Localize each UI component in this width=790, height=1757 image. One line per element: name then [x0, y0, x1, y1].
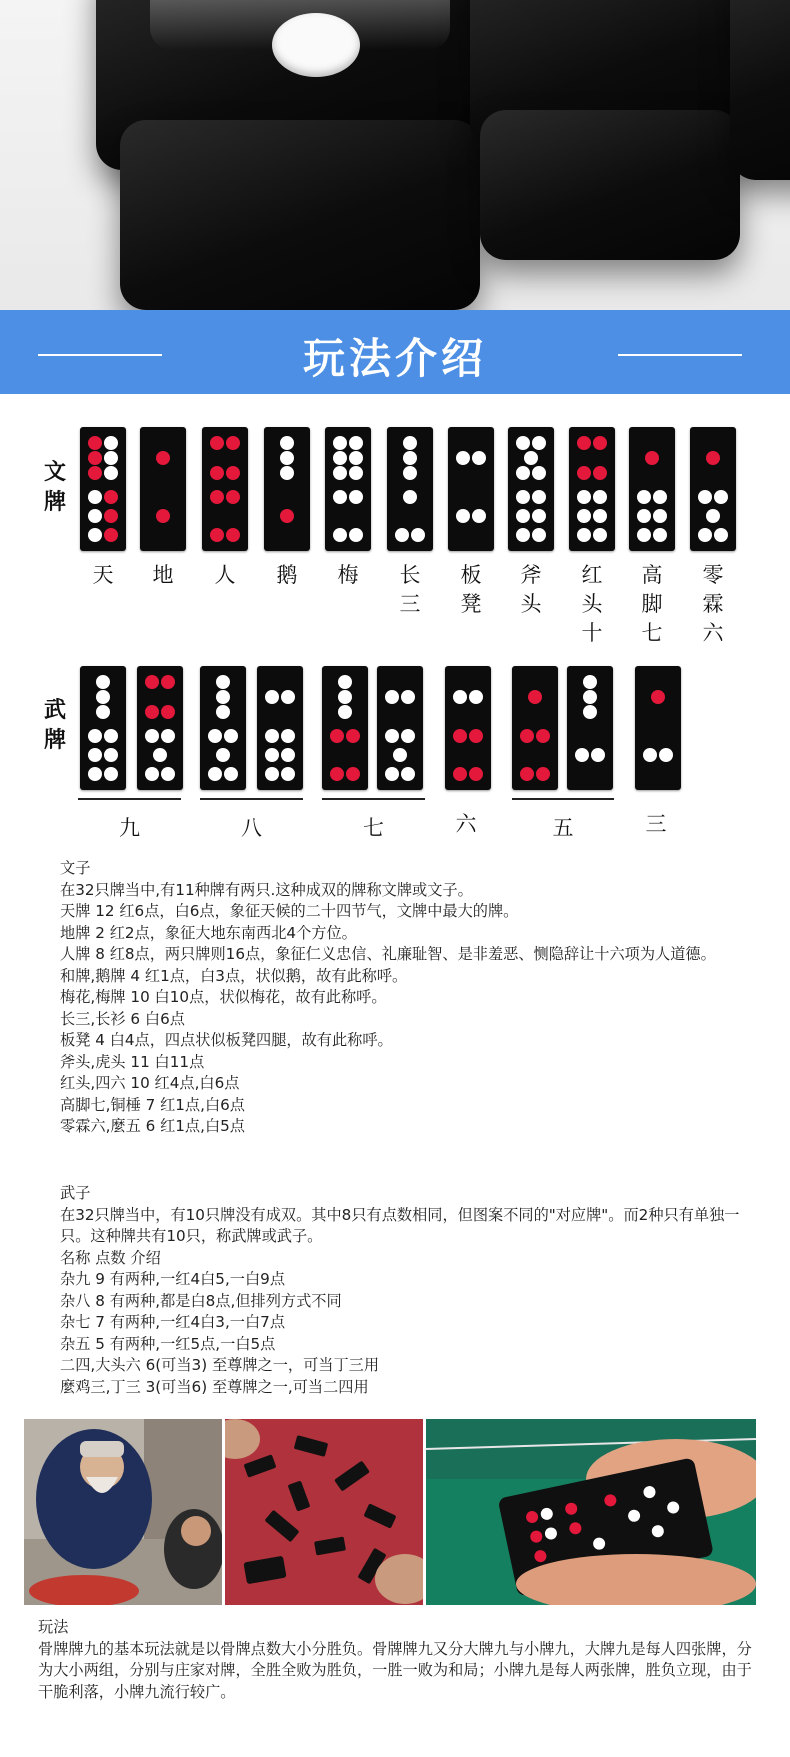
white-pip-icon	[333, 528, 347, 542]
red-pip-icon	[226, 466, 240, 480]
white-pip-icon	[516, 490, 530, 504]
red-pip-icon	[520, 767, 534, 781]
white-pip-icon	[653, 509, 667, 523]
wuzi-line: 在32只牌当中，有10只牌没有成双。其中8只有点数相同，但图案不同的"对应牌"。而2种只有单独一只。这种牌共有10只，称武牌或武子。	[60, 1205, 740, 1245]
white-pip-icon	[637, 490, 651, 504]
wu-group-underline	[512, 798, 614, 800]
wen-tile	[508, 427, 554, 551]
white-pip-icon	[333, 466, 347, 480]
red-pip-icon	[645, 451, 659, 465]
wuzi-line: 二四,大头六 6(可当3) 至尊牌之一，可当丁三用	[60, 1356, 380, 1374]
white-pip-icon	[216, 690, 230, 704]
hero-photo-dominoes	[0, 0, 790, 310]
white-pip-icon	[516, 436, 530, 450]
white-pip-icon	[265, 729, 279, 743]
white-pip-icon	[265, 690, 279, 704]
white-pip-icon	[216, 748, 230, 762]
white-pip-icon	[516, 528, 530, 542]
white-pip-icon	[333, 490, 347, 504]
red-pip-icon	[210, 528, 224, 542]
wuzi-line: 杂八 8 有两种,都是白8点,但排列方式不同	[60, 1291, 342, 1310]
wenzi-line: 斧头,虎头 11 白11点	[60, 1052, 205, 1071]
wuzi-line: 名称 点数 介绍	[60, 1248, 161, 1267]
white-pip-icon	[577, 528, 591, 542]
white-pip-icon	[281, 690, 295, 704]
wen-tile	[387, 427, 433, 551]
wen-tile	[690, 427, 736, 551]
red-pip-icon	[88, 466, 102, 480]
white-pip-icon	[532, 436, 546, 450]
white-pip-icon	[401, 690, 415, 704]
wenzi-line: 零霖六,麼五 6 红1点,白5点	[60, 1117, 245, 1135]
wen-tile-name: 高 脚 七	[641, 563, 663, 645]
wu-tile	[80, 666, 126, 790]
white-pip-icon	[349, 436, 363, 450]
wen-tile-name: 天	[92, 563, 114, 587]
wenzi-line: 地牌 2 红2点，象征大地东南西北4个方位。	[60, 923, 357, 942]
white-pip-icon	[208, 767, 222, 781]
white-pip-icon	[385, 690, 399, 704]
white-pip-icon	[96, 675, 110, 689]
white-pip-icon	[281, 748, 295, 762]
white-pip-icon	[96, 705, 110, 719]
white-pip-icon	[280, 466, 294, 480]
white-pip-icon	[532, 528, 546, 542]
wu-tile	[322, 666, 368, 790]
white-pip-icon	[88, 729, 102, 743]
white-pip-icon	[281, 767, 295, 781]
white-pip-icon	[224, 767, 238, 781]
wu-group-name: 九	[119, 816, 140, 840]
white-pip-icon	[153, 748, 167, 762]
wu-group-underline	[78, 798, 181, 800]
wu-tile	[377, 666, 423, 790]
red-pip-icon	[145, 675, 159, 689]
red-pip-icon	[528, 690, 542, 704]
red-pip-icon	[210, 490, 224, 504]
white-pip-icon	[593, 509, 607, 523]
white-pip-icon	[456, 509, 470, 523]
white-pip-icon	[401, 729, 415, 743]
red-pip-icon	[520, 729, 534, 743]
white-pip-icon	[349, 490, 363, 504]
white-pip-icon	[349, 528, 363, 542]
wen-tile-name: 鹅	[276, 563, 298, 587]
red-pip-icon	[156, 509, 170, 523]
white-pip-icon	[216, 705, 230, 719]
white-pip-icon	[698, 490, 712, 504]
wen-tile-name: 零 霖 六	[702, 563, 724, 645]
wen-tile	[140, 427, 186, 551]
wu-group-name: 五	[552, 816, 574, 840]
wu-tile	[635, 666, 681, 790]
white-pip-icon	[104, 729, 118, 743]
red-pip-icon	[210, 466, 224, 480]
white-pip-icon	[659, 748, 673, 762]
wen-tile-name: 梅	[337, 563, 359, 587]
red-pip-icon	[469, 767, 483, 781]
wu-tile	[567, 666, 613, 790]
wenzi-line: 和牌,鹅牌 4 红1点，白3点，状似鹅，故有此称呼。	[60, 966, 408, 985]
wuzi-line: 杂五 5 有两种,一红5点,一白5点	[60, 1334, 276, 1353]
white-pip-icon	[88, 767, 102, 781]
wu-label: 武牌	[43, 698, 66, 753]
white-pip-icon	[88, 509, 102, 523]
red-pip-icon	[651, 690, 665, 704]
red-pip-icon	[210, 436, 224, 450]
white-pip-icon	[280, 436, 294, 450]
white-pip-icon	[593, 528, 607, 542]
wu-group-name: 三	[645, 812, 667, 836]
wen-tile-name: 地	[152, 563, 174, 587]
white-pip-icon	[653, 490, 667, 504]
wuzi-line: 杂七 7 有两种,一红4白3,一白7点	[60, 1313, 286, 1331]
red-pip-icon	[88, 451, 102, 465]
wenzi-line: 板凳 4 白4点，四点状似板凳四腿，故有此称呼。	[60, 1031, 393, 1049]
white-pip-icon	[104, 767, 118, 781]
wu-tile	[512, 666, 558, 790]
wenzi-line: 高脚七,铜棰 7 红1点,白6点	[60, 1095, 245, 1114]
white-pip-icon	[88, 748, 102, 762]
white-pip-icon	[96, 690, 110, 704]
red-pip-icon	[226, 436, 240, 450]
wu-tile	[137, 666, 183, 790]
red-pip-icon	[593, 466, 607, 480]
wen-tile	[569, 427, 615, 551]
red-pip-icon	[346, 729, 360, 743]
white-pip-icon	[516, 466, 530, 480]
white-pip-icon	[524, 451, 538, 465]
red-pip-icon	[226, 528, 240, 542]
red-pip-icon	[536, 767, 550, 781]
white-pip-icon	[395, 528, 409, 542]
white-pip-icon	[104, 451, 118, 465]
white-pip-icon	[216, 675, 230, 689]
white-pip-icon	[104, 748, 118, 762]
red-pip-icon	[536, 729, 550, 743]
wen-tile	[264, 427, 310, 551]
red-pip-icon	[104, 509, 118, 523]
white-pip-icon	[385, 767, 399, 781]
white-pip-icon	[472, 509, 486, 523]
red-pip-icon	[346, 767, 360, 781]
white-pip-icon	[385, 729, 399, 743]
wen-tile-name: 人	[214, 563, 236, 587]
red-pip-icon	[226, 490, 240, 504]
white-pip-icon	[714, 528, 728, 542]
red-pip-icon	[453, 767, 467, 781]
banner-title: 玩法介绍	[302, 334, 487, 383]
wu-group-underline	[200, 798, 303, 800]
white-pip-icon	[593, 490, 607, 504]
wu-group-underline	[322, 798, 425, 800]
red-pip-icon	[577, 436, 591, 450]
white-pip-icon	[403, 490, 417, 504]
wu-group-name: 七	[363, 816, 384, 840]
white-pip-icon	[403, 451, 417, 465]
red-pip-icon	[706, 451, 720, 465]
red-pip-icon	[161, 675, 175, 689]
red-pip-icon	[104, 528, 118, 542]
wenzi-line: 长三,长衫 6 白6点	[60, 1009, 185, 1028]
red-pip-icon	[330, 729, 344, 743]
play-text: 骨牌牌九的基本玩法就是以骨牌点数大小分胜负。骨牌牌九又分大牌九与小牌九，大牌九是每人四张牌，分为大小两组，分别与庄家对牌，全胜全败为胜负，一胜一败为和局；小牌九是每人两张牌，胜负立现，由于干脆利落，小牌九流行较广。	[38, 1639, 752, 1701]
white-pip-icon	[280, 451, 294, 465]
wen-tile-name: 长 三	[399, 563, 421, 616]
white-pip-icon	[338, 690, 352, 704]
banner-right-line	[618, 354, 742, 356]
white-pip-icon	[403, 436, 417, 450]
white-pip-icon	[591, 748, 605, 762]
white-pip-icon	[349, 466, 363, 480]
white-pip-icon	[265, 748, 279, 762]
red-pip-icon	[469, 729, 483, 743]
red-pip-icon	[453, 729, 467, 743]
white-pip-icon	[456, 451, 470, 465]
wuzi-section	[60, 1183, 740, 1398]
white-pip-icon	[403, 466, 417, 480]
wu-group-name: 八	[241, 816, 262, 840]
wuzi-line: 杂九 9 有两种,一红4白5,一白9点	[60, 1270, 286, 1288]
play-section	[38, 1617, 752, 1703]
white-pip-icon	[637, 528, 651, 542]
white-pip-icon	[272, 13, 360, 77]
white-pip-icon	[469, 690, 483, 704]
wu-tile	[200, 666, 246, 790]
wuzi-line: 麼鸡三,丁三 3(可当6) 至尊牌之一,可当二四用	[60, 1377, 369, 1396]
white-pip-icon	[333, 436, 347, 450]
photo-elderly-players	[24, 1419, 222, 1605]
section-banner	[0, 310, 790, 394]
red-pip-icon	[577, 466, 591, 480]
white-pip-icon	[714, 490, 728, 504]
red-pip-icon	[88, 436, 102, 450]
red-pip-icon	[161, 705, 175, 719]
white-pip-icon	[338, 705, 352, 719]
white-pip-icon	[161, 767, 175, 781]
play-heading: 玩法	[38, 1618, 69, 1636]
wen-tile-name: 红 头 十	[581, 563, 603, 645]
red-pip-icon	[156, 451, 170, 465]
wen-tile	[325, 427, 371, 551]
wen-label: 文牌	[43, 460, 66, 515]
white-pip-icon	[577, 509, 591, 523]
white-pip-icon	[532, 490, 546, 504]
wenzi-line: 红头,四六 10 红4点,白6点	[60, 1074, 240, 1092]
wen-tile	[202, 427, 248, 551]
photo-table-dominoes	[225, 1419, 423, 1605]
white-pip-icon	[145, 767, 159, 781]
white-pip-icon	[583, 675, 597, 689]
white-pip-icon	[88, 528, 102, 542]
white-pip-icon	[706, 509, 720, 523]
white-pip-icon	[349, 451, 363, 465]
white-pip-icon	[643, 748, 657, 762]
white-pip-icon	[637, 509, 651, 523]
white-pip-icon	[583, 690, 597, 704]
white-pip-icon	[161, 729, 175, 743]
red-pip-icon	[330, 767, 344, 781]
wen-tile	[80, 427, 126, 551]
white-pip-icon	[577, 490, 591, 504]
white-pip-icon	[338, 675, 352, 689]
wen-tile-name: 斧 头	[520, 563, 542, 616]
white-pip-icon	[281, 729, 295, 743]
wen-tile	[629, 427, 675, 551]
red-pip-icon	[104, 490, 118, 504]
white-pip-icon	[224, 729, 238, 743]
white-pip-icon	[453, 690, 467, 704]
white-pip-icon	[653, 528, 667, 542]
white-pip-icon	[401, 767, 415, 781]
wenzi-section	[60, 858, 740, 1138]
photo-hand-holding-tiles	[426, 1419, 756, 1605]
red-pip-icon	[593, 436, 607, 450]
wu-tile	[445, 666, 491, 790]
wuzi-heading: 武子	[60, 1184, 91, 1202]
white-pip-icon	[145, 729, 159, 743]
white-pip-icon	[393, 748, 407, 762]
wen-tile	[448, 427, 494, 551]
white-pip-icon	[532, 466, 546, 480]
white-pip-icon	[575, 748, 589, 762]
white-pip-icon	[208, 729, 222, 743]
wu-group-name: 六	[455, 812, 477, 836]
white-pip-icon	[698, 528, 712, 542]
wu-tile	[257, 666, 303, 790]
white-pip-icon	[583, 705, 597, 719]
white-pip-icon	[88, 490, 102, 504]
white-pip-icon	[104, 466, 118, 480]
red-pip-icon	[145, 705, 159, 719]
white-pip-icon	[532, 509, 546, 523]
wenzi-line: 梅花,梅牌 10 白10点，状似梅花，故有此称呼。	[60, 988, 387, 1006]
red-pip-icon	[280, 509, 294, 523]
white-pip-icon	[333, 451, 347, 465]
wenzi-line: 在32只牌当中,有11种牌有两只.这种成双的牌称文牌或文子。	[60, 880, 473, 899]
wenzi-line: 天牌 12 红6点，白6点，象征天候的二十四节气，文牌中最大的牌。	[60, 902, 519, 920]
white-pip-icon	[516, 509, 530, 523]
wen-tile-name: 板 凳	[460, 563, 482, 616]
white-pip-icon	[411, 528, 425, 542]
white-pip-icon	[265, 767, 279, 781]
white-pip-icon	[104, 436, 118, 450]
wenzi-line: 人牌 8 红8点，两只牌则16点，象征仁义忠信、礼廉耻智、是非羞恶、恻隐辞让十六项为人道德。	[60, 945, 716, 963]
white-pip-icon	[472, 451, 486, 465]
wenzi-heading: 文子	[60, 859, 91, 877]
